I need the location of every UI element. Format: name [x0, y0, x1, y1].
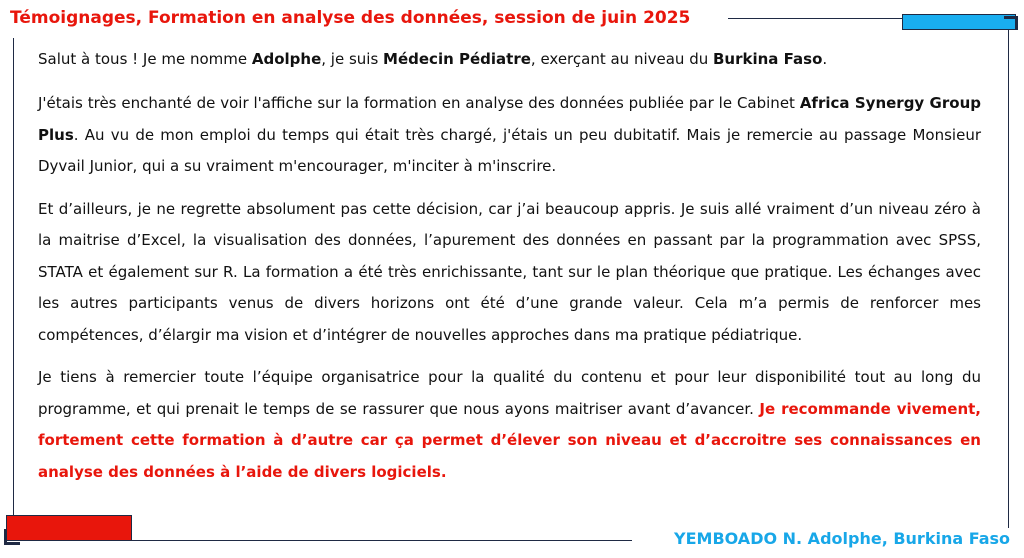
profession-highlight: Médecin Pédiatre [383, 50, 531, 68]
paragraph-thanks: Je tiens à remercier toute l’équipe organisatrice pour la qualité du contenu et pour leur disponibilité tout au long du programme, et qui prenait le temps de se rassurer que nous ayons maitriser avant d’avancer. Je recommande vivement, fortement cette formation à d’autre car ça permet d’élever son niveau et d’accroitre ses connaissances en analyse des données à l’aide de divers logiciels. [38, 368, 981, 481]
paragraph-experience: Et d’ailleurs, je ne regrette absolument pas cette décision, car j’ai beaucoup appris. Je suis allé vraiment d’un niveau zéro à la maitrise d’Excel, la visualisation des données, l’apurement des données en passant par la programmation avec SPSS, STATA et également sur R. La formation a été très enrichissante, tant sur le plan théorique que pratique. Les échanges avec les autres participants venus de divers horizons ont été d’une grande valeur. Cela m’a permis de renforcer mes compétences, d’élargir ma vision et d’intégrer de nouvelles approches dans ma pratique pédiatrique. [38, 199, 981, 344]
bottom-rule [132, 540, 632, 541]
top-right-corner-decoration [1004, 16, 1018, 30]
top-rule [728, 18, 905, 19]
signature: YEMBOADO N. Adolphe, Burkina Faso [674, 529, 1010, 548]
page-title: Témoignages, Formation en analyse des données, session de juin 2025 [10, 8, 691, 28]
paragraph-discovery: J'étais très enchanté de voir l'affiche sur la formation en analyse des données publiée par le Cabinet Africa Synergy Group Plus. Au vu de mon emploi du temps qui était très chargé, j'étais un peu dubitatif. Mais je remercie au passage Monsieur Dyvail Junior, qui a su vraiment m'encourager, m'inciter à m'inscrire. [38, 94, 981, 175]
country-highlight: Burkina Faso [713, 50, 823, 68]
name-highlight: Adolphe [251, 50, 322, 68]
testimonial-body [38, 44, 981, 499]
recommendation-highlight: Je recommande vivement, fortement cette formation à d’autre car ça permet d’élever son niveau et d’accroitre ses connaissances en analyse des données à l’aide de divers logiciels. [38, 399, 981, 481]
left-rule [13, 38, 14, 516]
paragraph-intro: Salut à tous ! Je me nomme Adolphe, je suis Médecin Pédiatre, exerçant au niveau du Burkina Faso. [38, 50, 828, 68]
bottom-left-corner-decoration [4, 529, 20, 545]
blue-accent-block [902, 14, 1016, 30]
right-rule [1008, 30, 1009, 528]
red-accent-block [6, 515, 132, 541]
company-highlight: Africa Synergy Group Plus [38, 94, 981, 144]
